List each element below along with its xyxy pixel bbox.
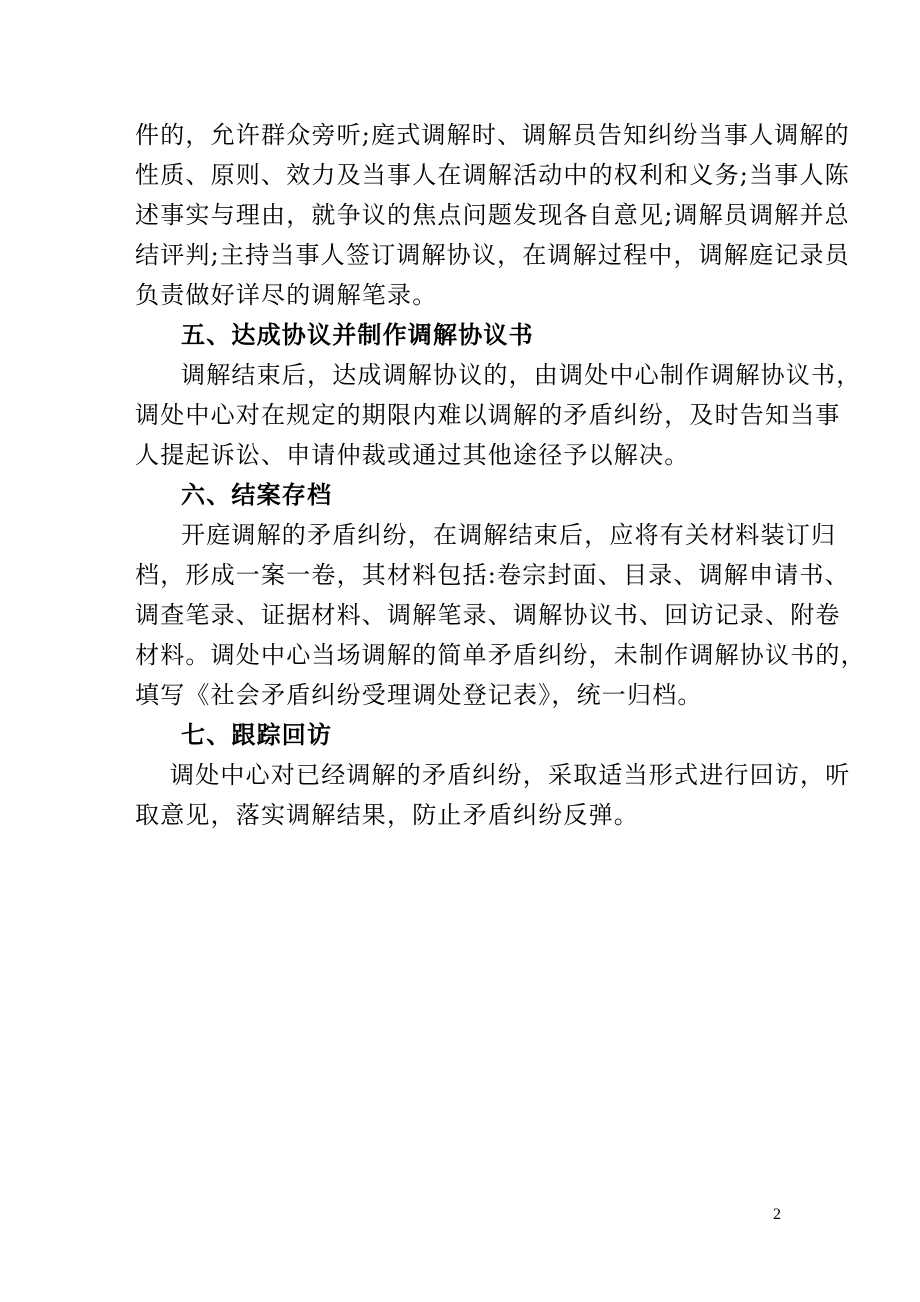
paragraph-line: 性质、原则、效力及当事人在调解活动中的权利和义务;当事人陈 [135, 161, 850, 189]
page-number: 2 [773, 1206, 781, 1223]
paragraph-line: 调处中心对已经调解的矛盾纠纷，采取适当形式进行回访，听 [170, 761, 851, 789]
paragraph-line: 填写《社会矛盾纠纷受理调处登记表》，统一归档。 [135, 681, 703, 709]
paragraph-line: 人提起诉讼、申请仲裁或通过其他途径予以解决。 [135, 441, 690, 469]
section-heading: 七、跟踪回访 [181, 720, 333, 749]
section-heading: 五、达成协议并制作调解协议书 [181, 320, 534, 349]
paragraph-line: 件的，允许群众旁听;庭式调解时、调解员告知纠纷当事人调解的 [135, 121, 850, 149]
paragraph-line: 调查笔录、证据材料、调解笔录、调解协议书、回访记录、附卷 [135, 601, 841, 629]
paragraph-line: 负责做好详尽的调解笔录。 [135, 281, 438, 309]
paragraph-line: 调解结束后，达成调解协议的，由调处中心制作调解协议书， [181, 361, 862, 389]
paragraph-line: 取意见，落实调解结果，防止矛盾纠纷反弹。 [135, 801, 639, 829]
paragraph-line: 档，形成一案一卷，其材料包括:卷宗封面、目录、调解申请书、 [135, 561, 850, 589]
paragraph-line: 述事实与理由，就争议的焦点问题发现各自意见;调解员调解并总 [135, 201, 850, 229]
paragraph-line: 结评判;主持当事人签订调解协议，在调解过程中，调解庭记录员 [135, 241, 850, 269]
paragraph-line: 开庭调解的矛盾纠纷，在调解结束后，应将有关材料装订归 [181, 521, 837, 549]
paragraph-line: 材料。调处中心当场调解的简单矛盾纠纷，未制作调解协议书的， [135, 641, 866, 669]
section-heading: 六、结案存档 [181, 480, 333, 509]
paragraph-line: 调处中心对在规定的期限内难以调解的矛盾纠纷，及时告知当事 [135, 401, 841, 429]
